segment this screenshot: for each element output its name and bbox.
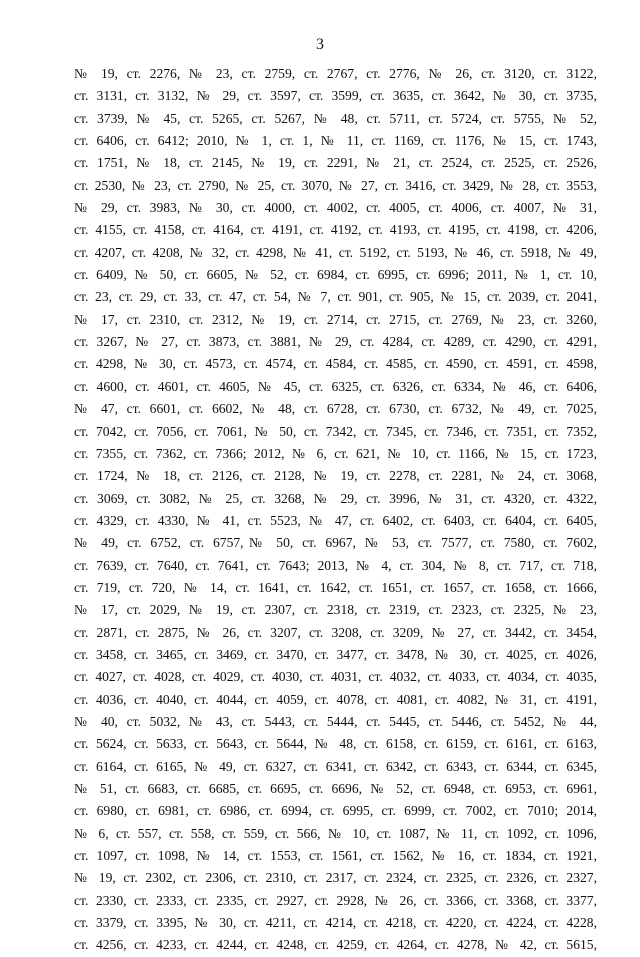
text-line: ст. 7639, ст. 7640, ст. 7641, ст. 7643; 2013, № 4, ст. 304, № 8, ст. 717, ст. 718, — [74, 557, 597, 573]
text-line: ст. 4600, ст. 4601, ст. 4605, № 45, ст. 6325, ст. 6326, ст. 6334, № 46, ст. 6406, — [74, 378, 597, 394]
text-line: № 19, ст. 2276, № 23, ст. 2759, ст. 2767, ст. 2776, № 26, ст. 3120, ст. 3122, — [74, 66, 597, 81]
text-line: ст. 3131, ст. 3132, № 29, ст. 3597, ст. 3599, ст. 3635, ст. 3642, № 30, ст. 3735, — [74, 88, 597, 104]
text-line: ст. 3069, ст. 3082, № 25, ст. 3268, № 29, ст. 3996, № 31, ст. 4320, ст. 4322, — [74, 490, 597, 506]
text-line: ст. 4298, № 30, ст. 4573, ст. 4574, ст. 4584, ст. 4585, ст. 4590, ст. 4591, ст. 4598, — [74, 356, 597, 372]
text-line: ст. 3379, ст. 3395, № 30, ст. 4211, ст. 4214, ст. 4218, ст. 4220, ст. 4224, ст. 4228, — [74, 915, 597, 931]
text-line: № 51, ст. 6683, ст. 6685, ст. 6695, ст. 6696, № 52, ст. 6948, ст. 6953, ст. 6961, — [74, 781, 597, 796]
text-line: № 49, ст. 6752, ст. 6757,№ 50, ст. 6967, № 53, ст. 7577, ст. 7580, ст. 7602, — [74, 535, 597, 551]
text-line: ст. 2871, ст. 2875, № 26, ст. 3207, ст. 3208, ст. 3209, № 27, ст. 3442, ст. 3454, — [74, 624, 597, 640]
text-line: ст. 6406, ст. 6412; 2010, № 1, ст. 1, № 11, ст. 1169, ст. 1176, № 15, ст. 1743, — [74, 133, 597, 149]
text-line: ст. 4329, ст. 4330, № 41, ст. 5523, № 47, ст. 6402, ст. 6403, ст. 6404, ст. 6405, — [74, 512, 597, 528]
text-line: ст. 7355, ст. 7362, ст. 7366; 2012, № 6, ст. 621, № 10, ст. 1166, № 15, ст. 1723, — [74, 445, 597, 461]
text-line: ст. 5624, ст. 5633, ст. 5643, ст. 5644, № 48, ст. 6158, ст. 6159, ст. 6161, ст. 6163, — [74, 736, 597, 752]
text-line: ст. 4207, ст. 4208, № 32, ст. 4298, № 41, ст. 5192, ст. 5193, № 46, ст. 5918, № 49, — [74, 244, 597, 260]
text-line: № 19, ст. 2302, ст. 2306, ст. 2310, ст. 2317, ст. 2324, ст. 2325, ст. 2326, ст. 2327, — [74, 870, 597, 886]
text-line: № 17, ст. 2310, ст. 2312, № 19, ст. 2714, ст. 2715, ст. 2769, № 23, ст. 3260, — [74, 311, 597, 327]
text-line: ст. 1724, № 18, ст. 2126, ст. 2128, № 19, ст. 2278, ст. 2281, № 24, ст. 3068, — [74, 468, 597, 484]
text-line: ст. 719, ст. 720, № 14, ст. 1641, ст. 1642, ст. 1651, ст. 1657, ст. 1658, ст. 1666, — [74, 579, 597, 595]
text-line: ст. 7042, ст. 7056, ст. 7061, № 50, ст. 7342, ст. 7345, ст. 7346, ст. 7351, ст. 7352, — [74, 423, 597, 439]
legal-references-text — [74, 63, 597, 957]
text-line: № 6, ст. 557, ст. 558, ст. 559, ст. 566, № 10, ст. 1087, № 11, ст. 1092, ст. 1096, — [74, 825, 597, 841]
text-line: № 47, ст. 6601, ст. 6602, № 48, ст. 6728, ст. 6730, ст. 6732, № 49, ст. 7025, — [74, 401, 597, 417]
text-line: ст. 6409, № 50, ст. 6605, № 52, ст. 6984, ст. 6995, ст. 6996; 2011, № 1, ст. 10, — [74, 267, 597, 283]
text-line: ст. 3267, № 27, ст. 3873, ст. 3881, № 29, ст. 4284, ст. 4289, ст. 4290, ст. 4291, — [74, 334, 597, 350]
page-number: 3 — [316, 36, 324, 53]
text-line: ст. 23, ст. 29, ст. 33, ст. 47, ст. 54, № 7, ст. 901, ст. 905, № 15, ст. 2039, ст. 2041, — [74, 289, 597, 305]
text-line: ст. 3739, № 45, ст. 5265, ст. 5267, № 48, ст. 5711, ст. 5724, ст. 5755, № 52, — [74, 110, 597, 126]
text-line: № 17, ст. 2029, № 19, ст. 2307, ст. 2318, ст. 2319, ст. 2323, ст. 2325, № 23, — [74, 602, 597, 618]
text-line: ст. 1097, ст. 1098, № 14, ст. 1553, ст. 1561, ст. 1562, № 16, ст. 1834, ст. 1921, — [74, 848, 597, 864]
text-line: ст. 3458, ст. 3465, ст. 3469, ст. 3470, ст. 3477, ст. 3478, № 30, ст. 4025, ст. 4026, — [74, 646, 597, 662]
text-line: ст. 2530, № 23, ст. 2790, № 25, ст. 3070, № 27, ст. 3416, ст. 3429, № 28, ст. 3553, — [74, 177, 597, 193]
text-line: ст. 4256, ст. 4233, ст. 4244, ст. 4248, ст. 4259, ст. 4264, ст. 4278, № 42, ст. 5615, — [74, 937, 597, 953]
text-line: № 40, ст. 5032, № 43, ст. 5443, ст. 5444, ст. 5445, ст. 5446, ст. 5452, № 44, — [74, 713, 597, 729]
text-line: № 29, ст. 3983, № 30, ст. 4000, ст. 4002, ст. 4005, ст. 4006, ст. 4007, № 31, — [74, 200, 597, 216]
text-line: ст. 4155, ст. 4158, ст. 4164, ст. 4191, ст. 4192, ст. 4193, ст. 4195, ст. 4198, ст. 4206, — [74, 222, 597, 238]
text-line: ст. 6980, ст. 6981, ст. 6986, ст. 6994, ст. 6995, ст. 6999, ст. 7002, ст. 7010; 2014, — [74, 803, 597, 819]
text-line: ст. 2330, ст. 2333, ст. 2335, ст. 2927, ст. 2928, № 26, ст. 3366, ст. 3368, ст. 3377, — [74, 892, 597, 908]
text-line: ст. 1751, № 18, ст. 2145, № 19, ст. 2291, № 21, ст. 2524, ст. 2525, ст. 2526, — [74, 155, 597, 171]
text-line: ст. 4027, ст. 4028, ст. 4029, ст. 4030, ст. 4031, ст. 4032, ст. 4033, ст. 4034, ст. 4035, — [74, 669, 597, 685]
text-line: ст. 4036, ст. 4040, ст. 4044, ст. 4059, ст. 4078, ст. 4081, ст. 4082, № 31, ст. 4191, — [74, 691, 597, 707]
text-line: ст. 6164, ст. 6165, № 49, ст. 6327, ст. 6341, ст. 6342, ст. 6343, ст. 6344, ст. 6345, — [74, 758, 597, 774]
